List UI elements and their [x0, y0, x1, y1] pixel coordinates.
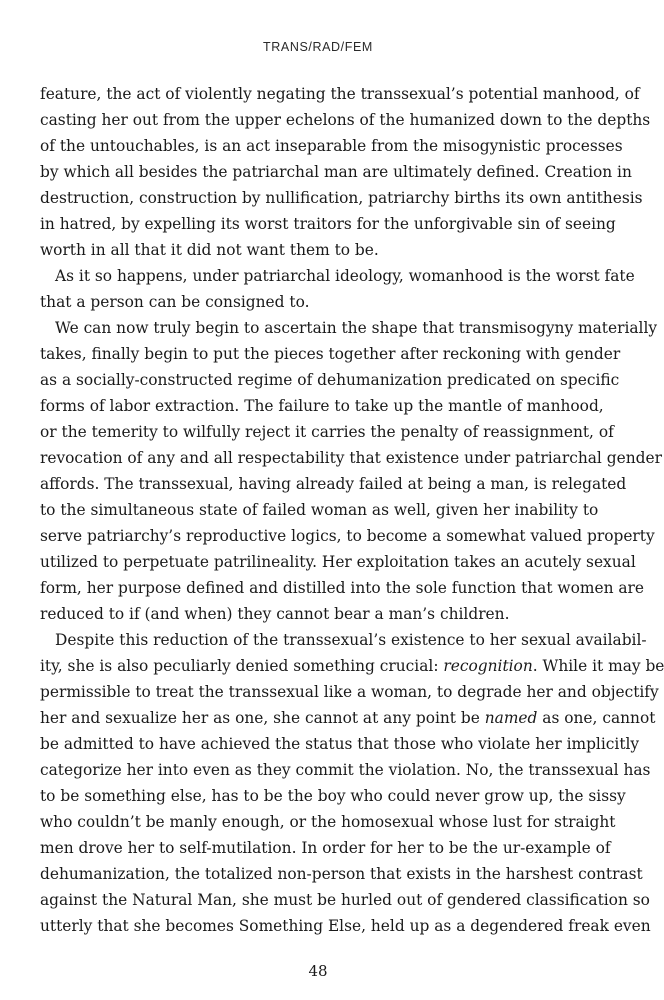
text-line — [40, 237, 596, 263]
text-line — [40, 705, 656, 731]
paragraph — [40, 627, 664, 939]
text-run: feature, the act of violently negating the transsexual’s potential manhood, of — [40, 85, 640, 103]
text-run: in hatred, by expelling its worst traitors for the unforgivable sin of seeing — [40, 215, 616, 233]
text-run: men drove her to self-mutilation. In order for her to be the ur-example of — [40, 839, 611, 857]
text-line — [40, 81, 640, 107]
text-run: permissible to treat the transsexual like a woman, to degrade her and objectify — [40, 683, 659, 701]
text-run: As it so happens, under patriarchal ideology, womanhood is the worst fate — [55, 267, 635, 285]
text-line — [40, 913, 651, 939]
text-line — [40, 757, 651, 783]
text-line — [40, 185, 643, 211]
text-run: revocation of any and all respectability that existence under patriarchal gender — [40, 449, 662, 467]
text-line — [40, 263, 635, 289]
text-line — [40, 445, 662, 471]
text-run: utterly that she becomes Something Else, held up as a degendered freak even — [40, 917, 651, 935]
text-run: utilized to perpetuate patrilineality. Her exploitation takes an acutely sexual — [40, 553, 636, 571]
text-line — [40, 497, 599, 523]
text-run: against the Natural Man, she must be hurled out of gendered classification so — [40, 891, 650, 909]
text-run: We can now truly begin to ascertain the shape that transmisogyny materially — [55, 319, 658, 337]
text-run: by which all besides the patriarchal man are ultimately defined. Creation in — [40, 163, 632, 181]
text-run: worth in all that it did not want them to be. — [40, 241, 379, 259]
text-line — [40, 523, 655, 549]
text-run: reduced to if (and when) they cannot bear a man’s children. — [40, 605, 510, 623]
text-line — [40, 861, 643, 887]
text-line — [40, 601, 596, 627]
text-line — [40, 341, 621, 367]
text-line — [40, 887, 650, 913]
paragraph — [40, 263, 635, 315]
text-run: or the temerity to wilfully reject it carries the penalty of reassignment, of — [40, 423, 614, 441]
text-run: to the simultaneous state of failed woman as well, given her inability to — [40, 501, 599, 519]
text-line — [40, 575, 645, 601]
text-line — [40, 289, 596, 315]
text-line — [40, 211, 616, 237]
running-head: TRANS/RAD/FEM — [263, 40, 373, 54]
text-run: affords. The transsexual, having already failed at being a man, is relegated — [40, 475, 627, 493]
text-run: to be something else, has to be the boy who could never grow up, the sissy — [40, 787, 626, 805]
text-run: of the untouchables, is an act inseparable from the misogynistic processes — [40, 137, 623, 155]
text-line — [40, 367, 620, 393]
text-run: her and sexualize her as one, she cannot at any point be — [40, 709, 485, 727]
text-line — [40, 159, 632, 185]
page-number: 48 — [308, 962, 328, 980]
text-run: ity, she is also peculiarly denied something crucial: — [40, 657, 444, 675]
text-run: that a person can be consigned to. — [40, 293, 310, 311]
paragraph — [40, 81, 651, 263]
text-run: destruction, construction by nullification, patriarchy births its own antithesis — [40, 189, 643, 207]
text-run: casting her out from the upper echelons of the humanized down to the depths — [40, 111, 651, 129]
text-line — [40, 107, 651, 133]
italic-term: named — [484, 709, 538, 727]
text-line — [40, 315, 658, 341]
text-line — [40, 835, 611, 861]
text-run: categorize her into even as they commit the violation. No, the transsexual has — [40, 761, 651, 779]
text-line — [40, 133, 623, 159]
text-line — [40, 653, 664, 679]
text-run: forms of labor extraction. The failure to take up the mantle of manhood, — [40, 397, 604, 415]
paragraph — [40, 315, 662, 627]
text-line — [40, 627, 647, 653]
text-line — [40, 549, 636, 575]
text-run: Despite this reduction of the transsexual’s existence to her sexual availabil- — [55, 631, 647, 649]
text-line — [40, 393, 604, 419]
text-run: be admitted to have achieved the status that those who violate her implicitly — [40, 735, 640, 753]
italic-term: recognition — [443, 657, 533, 675]
text-run: dehumanization, the totalized non-person that exists in the harshest contrast — [40, 865, 643, 883]
text-run: as a socially-constructed regime of dehumanization predicated on specific — [40, 371, 620, 389]
text-run: who couldn’t be manly enough, or the homosexual whose lust for straight — [40, 813, 616, 831]
text-run: form, her purpose defined and distilled into the sole function that women are — [40, 579, 645, 597]
text-run: takes, finally begin to put the pieces together after reckoning with gender — [40, 345, 621, 363]
text-line — [40, 471, 627, 497]
text-run: as one, cannot — [537, 709, 656, 727]
text-line — [40, 419, 614, 445]
body-text — [40, 81, 664, 939]
text-run: serve patriarchy’s reproductive logics, to become a somewhat valued property — [40, 527, 655, 545]
text-line — [40, 731, 640, 757]
text-line — [40, 783, 626, 809]
text-run: . While it may be — [532, 657, 664, 675]
text-line — [40, 679, 659, 705]
text-line — [40, 809, 616, 835]
